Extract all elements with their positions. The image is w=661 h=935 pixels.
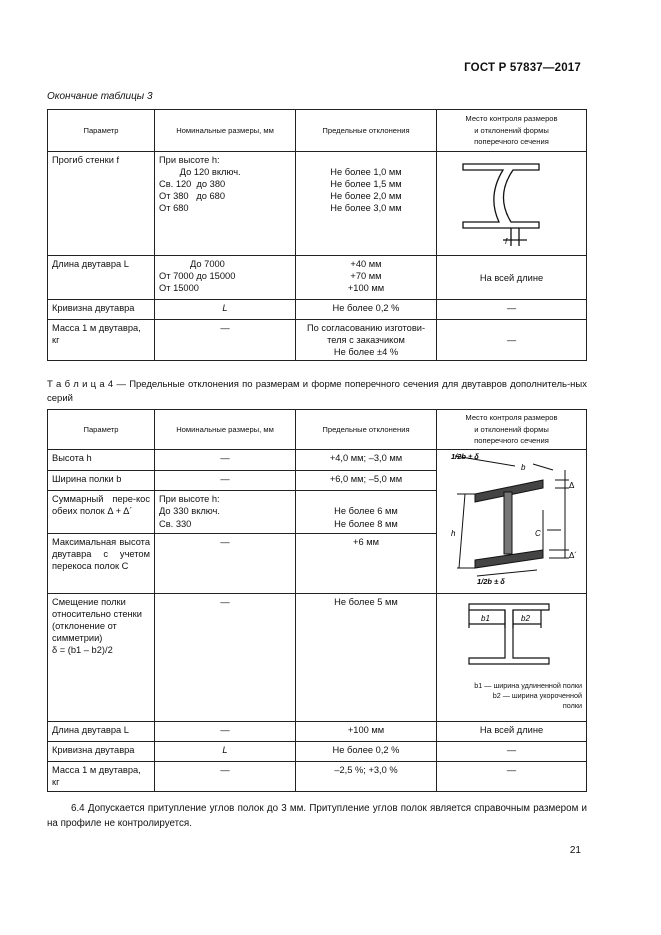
param-cell: Суммарный пере-кос обеих полок Δ + Δ´ [48,491,155,534]
table-row [48,300,587,320]
param-cell: Ширина полки b [48,470,155,491]
param-cell: Длина двутавра L [48,722,155,742]
flange-offset-figure [437,594,581,678]
tolerance-cell: Не более 1,0 мм Не более 1,5 мм Не более 2,0 мм Не более 3,0 мм [296,152,437,256]
label-h: h [451,529,456,538]
nominal-cell: — [155,762,296,792]
nominal-cell: При высоте h: До 120 включ. Св. 120 до 380 От 380 до 680 От 680 [155,152,296,256]
header-place: Место контроля размеров и отклонений формы поперечного сечения [437,110,587,152]
param-cell: Высота h [48,450,155,471]
nominal-cell: — [155,320,296,361]
nominal-cell: — [155,594,296,722]
tolerance-cell: По согласованию изготови- теля с заказчиком Не более ±4 % [296,320,437,361]
table3-caption: Окончание таблицы 3 [47,91,153,102]
header-nominal: Номинальные размеры, мм [155,110,296,152]
paragraph-6-4: 6.4 Допускается притупление углов полок до 3 мм. Притупление углов полок является справочным размером и на профиле не контролируется. [47,803,587,830]
web-deflection-figure [437,152,585,252]
table-row [48,450,587,471]
figure-legend: b1 — ширина удлиненной полки b2 — ширина укороченной полки [474,681,582,711]
table-row [48,762,587,792]
table4-caption: Т а б л и ц а 4 — Предельные отклонения по размерам и форме поперечного сечения для двутавров дополнитель-ных серий [47,379,587,404]
table-row [48,742,587,762]
label-b2: b2 [521,614,530,624]
standard-header: ГОСТ Р 57837—2017 [464,62,581,74]
header-tolerance: Предельные отклонения [296,110,437,152]
table-row [48,722,587,742]
tolerance-cell: Не более 0,2 % [296,742,437,762]
param-cell: Прогиб стенки f [48,152,155,256]
place-cell: — [437,320,587,361]
label-delta-prime: Δ´ [569,551,578,560]
header-nominal: Номинальные размеры, мм [155,410,296,450]
header-parameter: Параметр [48,410,155,450]
label-delta: Δ [569,481,575,490]
place-cell [437,594,587,722]
place-cell: — [437,762,587,792]
tolerance-cell: Не более 5 мм [296,594,437,722]
param-cell: Максимальная высота двутавра с учетом перекоса полок C [48,534,155,594]
table3-header-row [48,110,587,152]
nominal-cell: До 7000 От 7000 до 15000 От 15000 [155,256,296,300]
tolerance-cell: +40 мм +70 мм +100 мм [296,256,437,300]
table-row [48,594,587,722]
tolerance-cell: +100 мм [296,722,437,742]
nominal-cell: — [155,722,296,742]
table4-header-row [48,410,587,450]
label-b1: b1 [481,614,490,624]
param-cell: Кривизна двутавра [48,742,155,762]
place-cell: На всей длине [437,722,587,742]
tolerance-cell: +6,0 мм; –5,0 мм [296,470,437,491]
place-cell: — [437,742,587,762]
header-place: Место контроля размеров и отклонений формы поперечного сечения [437,410,587,450]
table-row [48,320,587,361]
label-bottom-half-b: 1/2b ± δ [477,577,505,586]
tolerance-cell: –2,5 %; +3,0 % [296,762,437,792]
param-cell: Смещение полки относительно стенки (отклонение от симметрии) δ = (b1 – b2)/2 [48,594,155,722]
place-cell: — [437,300,587,320]
table-row [48,256,587,300]
header-parameter: Параметр [48,110,155,152]
table-row [48,152,587,256]
label-top-half-b: 1/2b ± δ [451,452,479,461]
flange-skew-figure [437,450,585,590]
tolerance-cell: +4,0 мм; –3,0 мм [296,450,437,471]
label-c: C [535,529,541,538]
label-b: b [521,463,526,472]
table-3 [47,109,587,361]
nominal-cell: — [155,534,296,594]
page-number: 21 [569,845,581,856]
tolerance-cell: Не более 6 мм Не более 8 мм [296,491,437,534]
nominal-cell: L [155,300,296,320]
nominal-cell: L [155,742,296,762]
param-cell: Масса 1 м двутавра, кг [48,762,155,792]
param-cell: Кривизна двутавра [48,300,155,320]
place-cell [437,450,587,594]
param-cell: Масса 1 м двутавра, кг [48,320,155,361]
nominal-cell: При высоте h: До 330 включ. Св. 330 [155,491,296,534]
table-4 [47,409,587,792]
nominal-cell: — [155,450,296,471]
place-cell: На всей длине [437,256,587,300]
tolerance-cell: +6 мм [296,534,437,594]
param-cell: Длина двутавра L [48,256,155,300]
tolerance-cell: Не более 0,2 % [296,300,437,320]
label-f: f [505,237,508,246]
nominal-cell: — [155,470,296,491]
header-tolerance: Предельные отклонения [296,410,437,450]
place-cell [437,152,587,256]
